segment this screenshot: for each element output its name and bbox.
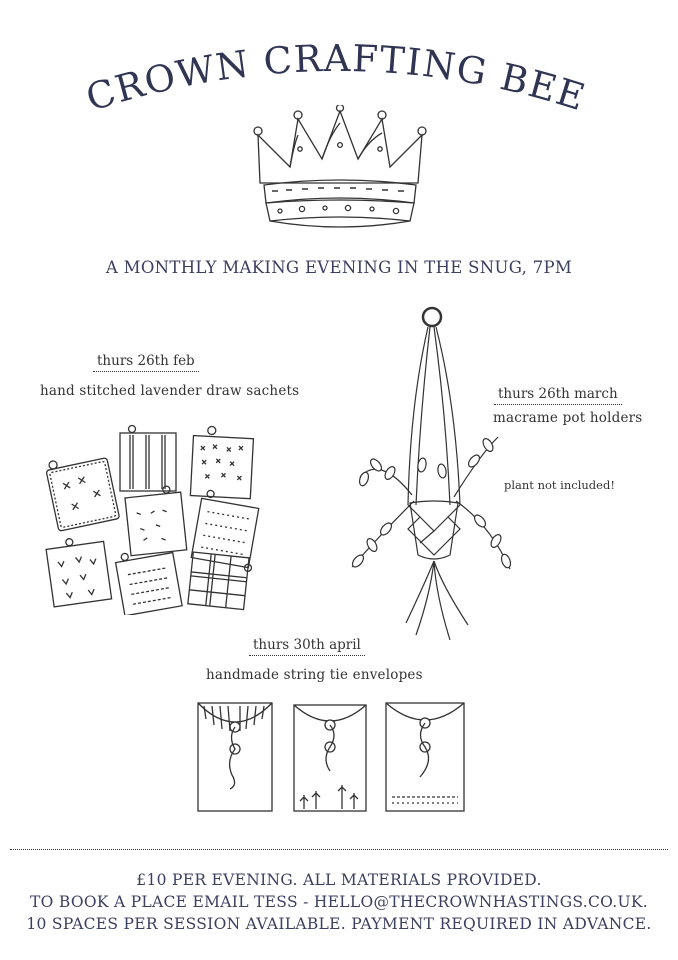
event-date-april: thurs 30th april	[253, 637, 361, 653]
footer-booking: TO BOOK A PLACE EMAIL TESS - HELLO@THECROWNHASTINGS.CO.UK.	[30, 893, 648, 911]
page-title: CROWN CRAFTING BEE	[81, 36, 592, 120]
event-title-feb: hand stitched lavender draw sachets	[40, 383, 300, 399]
lavender-sachets-icon	[40, 415, 265, 615]
string-tie-envelopes-icon	[190, 697, 475, 817]
footer-price: £10 PER EVENING. ALL MATERIALS PROVIDED.	[136, 871, 542, 889]
footer-spaces: 10 SPACES PER SESSION AVAILABLE. PAYMENT REQUIRED IN ADVANCE.	[26, 915, 652, 933]
event-date-feb: thurs 26th feb	[97, 353, 195, 369]
event-title-march: macrame pot holders	[493, 410, 643, 426]
footer-divider	[10, 849, 668, 850]
event-date-march: thurs 26th march	[498, 386, 618, 402]
subtitle: A MONTHLY MAKING EVENING IN THE SNUG, 7PM	[105, 258, 573, 277]
event-note-march: plant not included!	[504, 478, 615, 492]
event-title-april: handmade string tie envelopes	[206, 667, 423, 683]
crown-icon	[250, 105, 430, 235]
macrame-plant-hanger-icon	[350, 305, 515, 650]
